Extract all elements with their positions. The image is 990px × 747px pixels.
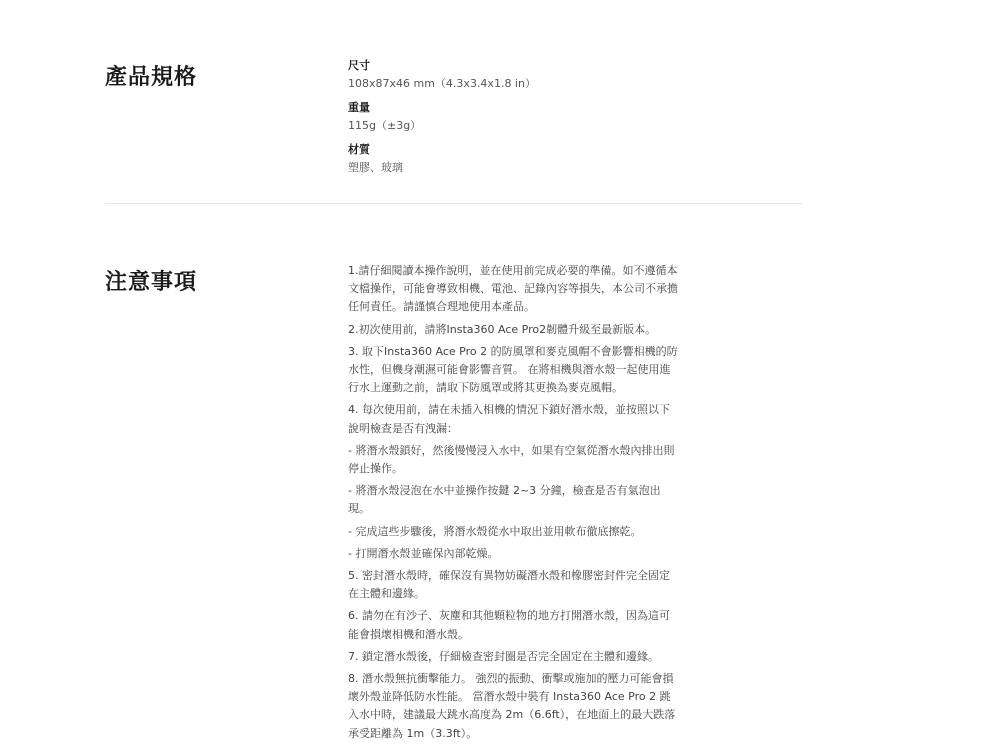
section-divider xyxy=(105,203,802,204)
note-paragraph: - 將潛水殼浸泡在水中並操作按鍵 2~3 分鐘，檢查是否有氣泡出現。 xyxy=(348,484,661,516)
spec-weight-label: 重量 xyxy=(348,101,370,114)
spec-size-value: 108x87x46 mm（4.3x3.4x1.8 in） xyxy=(348,77,536,90)
spec-size xyxy=(348,58,688,92)
spec-material-value: 塑膠、玻璃 xyxy=(348,161,403,174)
notes-section-title: 注意事項 xyxy=(105,270,198,295)
note-paragraph: - 完成這些步驟後，將潛水殼從水中取出並用軟布徹底擦乾。 xyxy=(348,524,642,538)
note-paragraph: - 打開潛水殼並確保內部乾燥。 xyxy=(348,546,499,560)
spec-material-label: 材質 xyxy=(348,143,370,156)
note-paragraph: 5. 密封潛水殼時，確保沒有異物妨礙潛水殼和橡膠密封件完全固定在主體和邊緣。 xyxy=(348,569,670,601)
note-paragraph: - 將潛水殼鎖好，然後慢慢浸入水中，如果有空氣從潛水殼內排出則停止操作。 xyxy=(348,443,675,476)
note-paragraph: 7. 鎖定潛水殼後，仔細檢查密封圈是否完全固定在主體和邊緣。 xyxy=(348,649,659,663)
note-paragraph: 2.初次使用前，請將Insta360 Ace Pro2韌體升級至最新版本。 xyxy=(348,322,657,336)
note-paragraph: 1.請仔細閱讀本操作說明，並在使用前完成必要的準備。如不遵循本文檔操作，可能會導致相機、電池、記錄內容等損失，本公司不承擔任何責任。請謹慎合理地使用本產品。 xyxy=(348,264,678,314)
note-paragraph: 3. 取下Insta360 Ace Pro 2 的防風罩和麥克風帽不會影響相機的防水性，但機身潮濕可能會影響音質。 在將相機與潛水殼一起使用進行水上運動之前，請取下防風罩或將其更換為麥克風帽。 xyxy=(348,344,678,395)
note-paragraph: 6. 請勿在有沙子、灰塵和其他顆粒物的地方打開潛水殼，因為這可能會損壞相機和潛水殼。 xyxy=(348,609,670,641)
note-paragraph: 8. 潛水殼無抗衝擊能力。 強烈的振動、衝擊或施加的壓力可能會損壞外殼並降低防水性能。 當潛水殼中裝有 Insta360 Ace Pro 2 跳入水中時，建議最大跳水高度為 2m（6.6ft），在地面上的最大跌落承受距離為 1m（3.3ft）。 xyxy=(348,672,676,740)
note-paragraph: 4. 每次使用前，請在未插入相機的情況下鎖好潛水殼，並按照以下說明檢查是否有洩漏： xyxy=(348,403,670,435)
spec-material xyxy=(348,142,688,176)
spec-weight-value: 115g（±3g） xyxy=(348,119,422,132)
specs-section-title: 產品規格 xyxy=(105,65,198,90)
notes-list xyxy=(348,262,678,747)
spec-weight xyxy=(348,100,688,134)
spec-size-label: 尺寸 xyxy=(348,59,370,72)
